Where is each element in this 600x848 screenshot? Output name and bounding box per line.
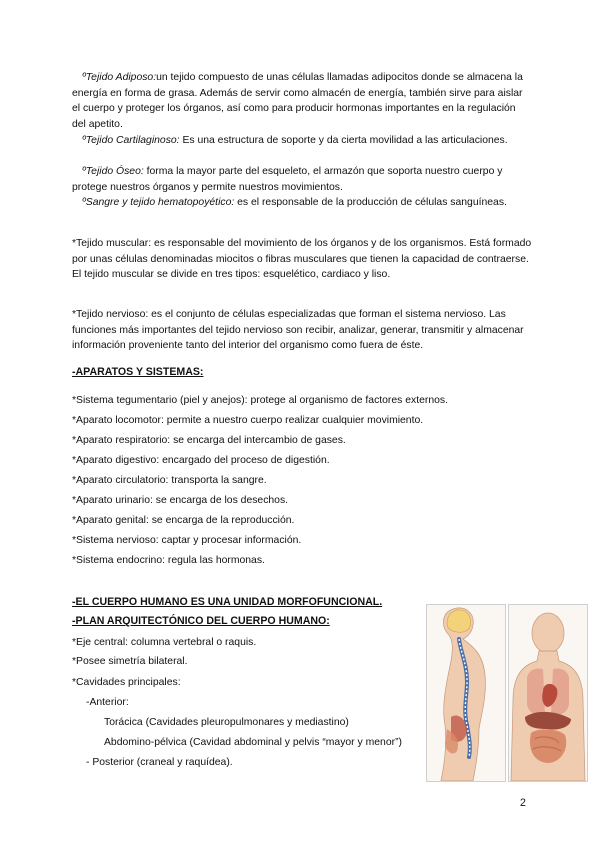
list-item: *Sistema endocrino: regula las hormonas. — [72, 555, 265, 566]
adipose-term: ºTejido Adiposo: — [82, 72, 157, 83]
aparatos-heading: -APARATOS Y SISTEMAS: — [72, 366, 204, 378]
blood-paragraph — [72, 195, 532, 211]
anatomy-frontal-figure — [508, 604, 588, 782]
plan-anterior: -Anterior: — [86, 697, 129, 708]
adipose-paragraph — [72, 70, 532, 132]
nervous-paragraph: *Tejido nervioso: es el conjunto de células especializadas que forman el sistema nervioso. Las funciones más importantes del tejido nervioso son recibir, analizar, generar, transmitir y almacenar información proveniente tanto del interior del organismo como fuera de éste. — [72, 309, 524, 352]
bone-paragraph — [72, 164, 532, 195]
plan-abdomino: Abdomino-pélvica (Cavidad abdominal y pelvis “mayor y menor”) — [104, 737, 402, 748]
cuerpo-heading: -EL CUERPO HUMANO ES UNA UNIDAD MORFOFUNCIONAL. — [72, 596, 383, 608]
anatomy-lateral-figure — [426, 604, 506, 782]
list-item: *Aparato urinario: se encarga de los desechos. — [72, 495, 289, 506]
muscular-paragraph: *Tejido muscular: es responsable del movimiento de los órganos y de los organismos. Está formado por unas células denominadas miocitos o fibras musculares que tienen la capacidad de contraerse. El tejido muscular se divide en tres tipos: esquelético, cardiaco y liso. — [72, 238, 532, 281]
cartilage-term: ºTejido Cartilaginoso: — [82, 135, 180, 146]
blood-term: ºSangre y tejido hematopoyético: — [82, 197, 235, 208]
list-item: *Sistema tegumentario (piel y anejos): protege al organismo de factores externos. — [72, 395, 448, 406]
page-number: 2 — [520, 797, 526, 809]
frontal-body-illustration — [509, 605, 587, 781]
list-item: *Aparato genital: se encarga de la reproducción. — [72, 515, 295, 526]
list-item: *Aparato respiratorio: se encarga del intercambio de gases. — [72, 435, 346, 446]
lateral-body-illustration — [427, 605, 505, 781]
plan-simetria: *Posee simetría bilateral. — [72, 656, 188, 667]
list-item: *Aparato circulatorio: transporta la sangre. — [72, 475, 267, 486]
blood-text: es el responsable de la producción de células sanguíneas. — [234, 197, 507, 208]
cartilage-text: Es una estructura de soporte y da cierta movilidad a las articulaciones. — [179, 135, 508, 146]
bone-text: forma la mayor parte del esqueleto, el armazón que soporta nuestro cuerpo y protege nuestros órganos y permite nuestros movimientos. — [72, 166, 503, 193]
adipose-text: un tejido compuesto de unas células llamadas adipocitos donde se almacena la energía en forma de grasa. Además de servir como almacén de energía, también sirve para aislar el cuerpo y proteger los órganos, así como para producir hormonas importantes en la regulación del apetito. — [72, 72, 523, 130]
list-item: *Sistema nervioso: captar y procesar información. — [72, 535, 302, 546]
plan-eje: *Eje central: columna vertebral o raquis. — [72, 637, 257, 648]
bone-term: ºTejido Óseo: — [82, 166, 144, 177]
list-item: *Aparato locomotor: permite a nuestro cuerpo realizar cualquier movimiento. — [72, 415, 424, 426]
plan-posterior: - Posterior (craneal y raquídea). — [86, 757, 233, 768]
plan-toracica: Torácica (Cavidades pleuropulmonares y mediastino) — [104, 717, 349, 728]
plan-heading: -PLAN ARQUITECTÓNICO DEL CUERPO HUMANO: — [72, 615, 330, 627]
plan-cavidades: *Cavidades principales: — [72, 677, 181, 688]
list-item: *Aparato digestivo: encargado del proceso de digestión. — [72, 455, 330, 466]
cartilage-paragraph — [72, 133, 532, 149]
